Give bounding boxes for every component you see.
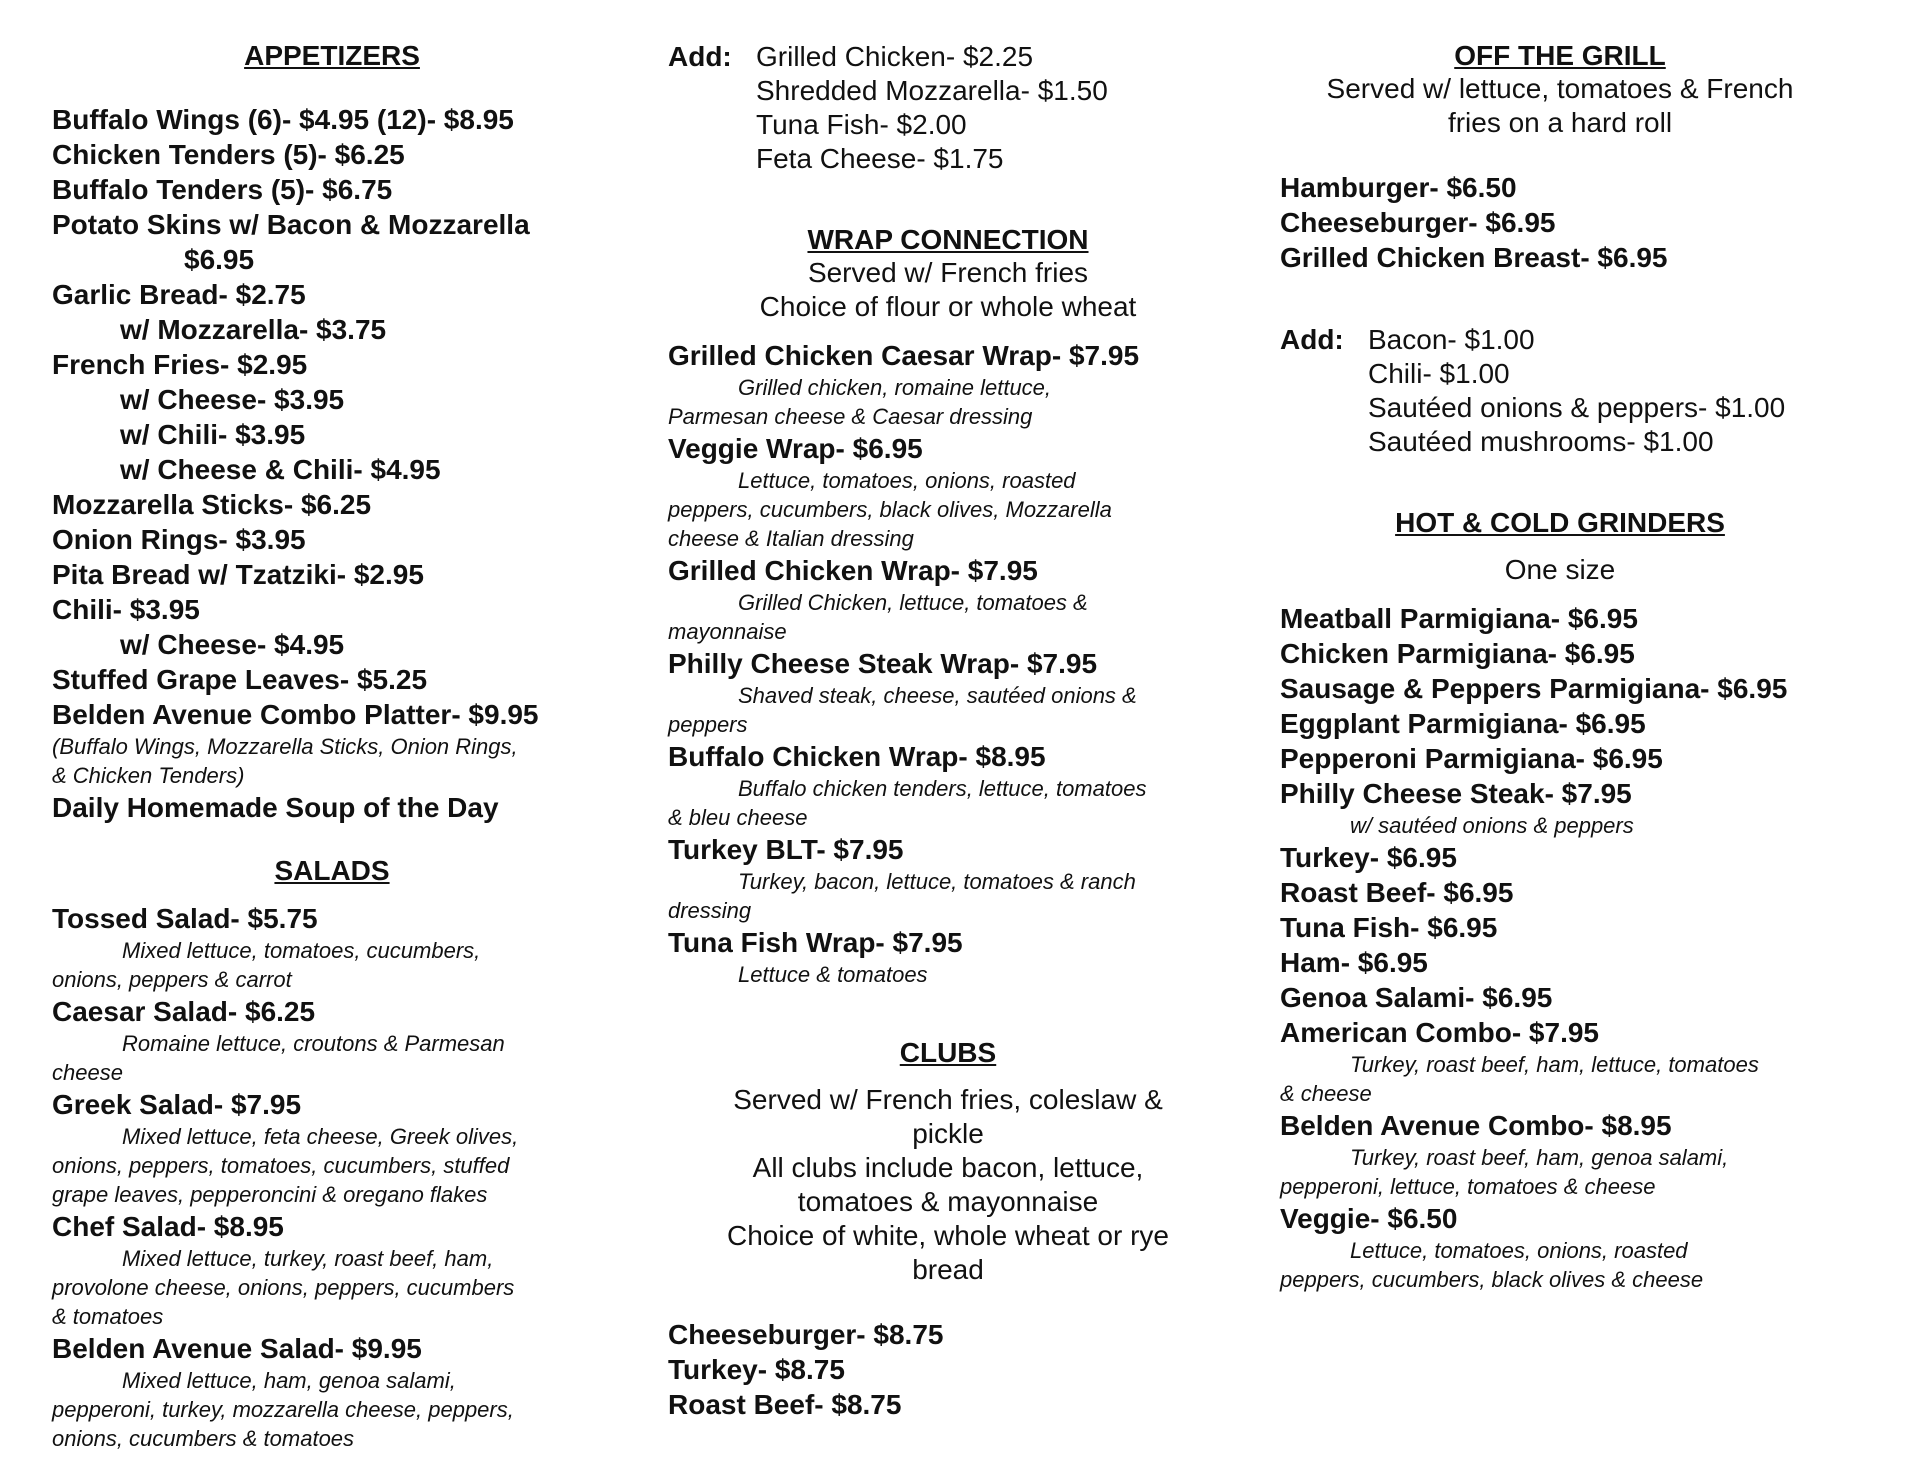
add-item: Bacon- $1.00 <box>1368 324 1535 355</box>
menu-item: Chicken Tenders (5)- $6.25 <box>52 139 405 170</box>
menu-item: Garlic Bread- $2.75 <box>52 279 306 310</box>
description-line: pepperoni, lettuce, tomatoes & cheese <box>1280 1174 1656 1199</box>
menu-item-soup: Daily Homemade Soup of the Day <box>52 792 499 823</box>
column-left <box>52 40 612 1453</box>
menu-item-description <box>668 373 1228 402</box>
description-line: Turkey, roast beef, ham, lettuce, tomatoes <box>1350 1052 1759 1077</box>
menu-item: Tossed Salad- $5.75 <box>52 903 318 934</box>
clubs-note: bread <box>912 1254 984 1285</box>
menu-item: Ham- $6.95 <box>1280 947 1428 978</box>
description-line: cheese & Italian dressing <box>668 526 914 551</box>
menu-item-description <box>1280 1143 1840 1172</box>
menu-item: Turkey- $8.75 <box>668 1354 845 1385</box>
menu-item-option: w/ Mozzarella- $3.75 <box>120 314 387 345</box>
description-line: Mixed lettuce, turkey, roast beef, ham, <box>122 1246 494 1271</box>
grill-note: fries on a hard roll <box>1447 107 1673 138</box>
menu-item: Eggplant Parmigiana- $6.95 <box>1280 708 1646 739</box>
menu-item: Pita Bread w/ Tzatziki- $2.95 <box>52 559 424 590</box>
menu-item-description <box>1280 1172 1840 1201</box>
menu-item: Greek Salad- $7.95 <box>52 1089 302 1120</box>
add-item: Sautéed onions & peppers- $1.00 <box>1368 392 1786 423</box>
menu-item: Stuffed Grape Leaves- $5.25 <box>52 664 428 695</box>
description-line: onions, peppers, tomatoes, cucumbers, stuffed <box>52 1153 510 1178</box>
wraps-note: Served w/ French fries <box>807 257 1089 288</box>
add-list <box>1368 323 1785 459</box>
menu-item: Chef Salad- $8.95 <box>52 1211 284 1242</box>
menu-item: Belden Avenue Combo Platter- $9.95 <box>52 699 539 730</box>
menu-item-description <box>52 936 612 965</box>
menu-item: American Combo- $7.95 <box>1280 1017 1599 1048</box>
description-line: w/ sautéed onions & peppers <box>1350 813 1634 838</box>
menu-item-description <box>668 402 1228 431</box>
appetizers-heading: APPETIZERS <box>244 40 420 71</box>
menu-item-description <box>668 774 1228 803</box>
description-line: Grilled Chicken, lettuce, tomatoes & <box>738 590 1088 615</box>
menu-item: Potato Skins w/ Bacon & Mozzarella <box>52 209 530 240</box>
description-line: cheese <box>52 1060 123 1085</box>
menu-item: Belden Avenue Combo- $8.95 <box>1280 1110 1672 1141</box>
description-line: onions, cucumbers & tomatoes <box>52 1426 355 1451</box>
column-right <box>1280 40 1840 1294</box>
grill-add-ons <box>1280 323 1840 459</box>
menu-item-description <box>1280 1265 1840 1294</box>
description-line: Turkey, roast beef, ham, genoa salami, <box>1350 1145 1729 1170</box>
menu-item: Mozzarella Sticks- $6.25 <box>52 489 372 520</box>
description-line: peppers <box>668 712 748 737</box>
menu-item-description <box>668 867 1228 896</box>
description-line: peppers, cucumbers, black olives & cheese <box>1280 1267 1704 1292</box>
clubs-note: Choice of white, whole wheat or rye <box>727 1220 1169 1251</box>
menu-item: Veggie Wrap- $6.95 <box>668 433 923 464</box>
add-list <box>756 40 1108 176</box>
salads-list <box>52 901 612 1453</box>
menu-item-description <box>52 1058 612 1087</box>
menu-item-description <box>52 1029 612 1058</box>
add-item: Sautéed mushrooms- $1.00 <box>1368 426 1714 457</box>
menu-item-option: w/ Chili- $3.95 <box>120 419 306 450</box>
menu-item: Buffalo Chicken Wrap- $8.95 <box>668 741 1046 772</box>
description-line: Turkey, bacon, lettuce, tomatoes & ranch <box>738 869 1136 894</box>
description-line: Mixed lettuce, feta cheese, Greek olives, <box>122 1124 519 1149</box>
menu-item-description <box>668 617 1228 646</box>
add-item: Grilled Chicken- $2.25 <box>756 41 1034 72</box>
grill-note: Served w/ lettuce, tomatoes & French <box>1326 73 1794 104</box>
description-line: Mixed lettuce, tomatoes, cucumbers, <box>122 938 481 963</box>
menu-item: Chili- $3.95 <box>52 594 200 625</box>
menu-item-description <box>52 1151 612 1180</box>
clubs-heading: CLUBS <box>899 1037 997 1068</box>
description-line: & bleu cheese <box>668 805 808 830</box>
combo-note: & Chicken Tenders) <box>52 763 245 788</box>
menu-item-description <box>52 1395 612 1424</box>
clubs-note: tomatoes & mayonnaise <box>797 1186 1099 1217</box>
menu-item: Roast Beef- $8.75 <box>668 1389 902 1420</box>
menu-item: Belden Avenue Salad- $9.95 <box>52 1333 422 1364</box>
menu-item-description <box>668 710 1228 739</box>
menu-item: Turkey- $6.95 <box>1280 842 1457 873</box>
menu-item: French Fries- $2.95 <box>52 349 308 380</box>
menu-item-price: $6.95 <box>184 244 255 275</box>
menu-item: Pepperoni Parmigiana- $6.95 <box>1280 743 1663 774</box>
menu-item-description <box>668 588 1228 617</box>
wraps-heading: WRAP CONNECTION <box>807 224 1089 255</box>
menu-item-description <box>668 466 1228 495</box>
salad-add-ons <box>668 40 1228 176</box>
menu-item-description <box>1280 811 1840 840</box>
menu-item: Meatball Parmigiana- $6.95 <box>1280 603 1638 634</box>
description-line: pepperoni, turkey, mozzarella cheese, peppers, <box>52 1397 514 1422</box>
description-line: & tomatoes <box>52 1304 164 1329</box>
description-line: provolone cheese, onions, peppers, cucumbers <box>52 1275 515 1300</box>
menu-item: Hamburger- $6.50 <box>1280 172 1517 203</box>
menu-item-option: w/ Cheese- $4.95 <box>120 629 345 660</box>
menu-item: Buffalo Tenders (5)- $6.75 <box>52 174 393 205</box>
menu-item-description <box>52 1302 612 1331</box>
menu-item-description <box>52 1244 612 1273</box>
menu-item-description <box>668 495 1228 524</box>
menu-item: Grilled Chicken Breast- $6.95 <box>1280 242 1668 273</box>
menu-item: Cheeseburger- $6.95 <box>1280 207 1556 238</box>
description-line: Grilled chicken, romaine lettuce, <box>738 375 1052 400</box>
menu-item: Sausage & Peppers Parmigiana- $6.95 <box>1280 673 1788 704</box>
menu-item-description <box>668 896 1228 925</box>
menu-item: Philly Cheese Steak- $7.95 <box>1280 778 1632 809</box>
menu-item-description <box>52 965 612 994</box>
menu-item: Buffalo Wings (6)- $4.95 (12)- $8.95 <box>52 104 514 135</box>
wraps-list <box>668 338 1228 989</box>
menu-item-description <box>668 681 1228 710</box>
grill-heading: OFF THE GRILL <box>1454 40 1666 71</box>
menu-item-description <box>668 524 1228 553</box>
add-item: Tuna Fish- $2.00 <box>756 109 967 140</box>
menu-item-description <box>1280 1079 1840 1108</box>
description-line: grape leaves, pepperoncini & oregano flakes <box>52 1182 488 1207</box>
add-item: Chili- $1.00 <box>1368 358 1510 389</box>
add-item: Shredded Mozzarella- $1.50 <box>756 75 1108 106</box>
menu-item-description <box>668 960 1228 989</box>
menu-item: Onion Rings- $3.95 <box>52 524 306 555</box>
menu-item-description <box>1280 1050 1840 1079</box>
combo-note: (Buffalo Wings, Mozzarella Sticks, Onion Rings, <box>52 734 518 759</box>
grinders-note: One size <box>1504 554 1616 585</box>
menu-item-description <box>668 803 1228 832</box>
menu-item: Grilled Chicken Wrap- $7.95 <box>668 555 1038 586</box>
menu-item-option: w/ Cheese & Chili- $4.95 <box>120 454 441 485</box>
menu-item-description <box>52 1122 612 1151</box>
menu-item: Veggie- $6.50 <box>1280 1203 1458 1234</box>
description-line: onions, peppers & carrot <box>52 967 292 992</box>
menu-item: Tuna Fish- $6.95 <box>1280 912 1498 943</box>
description-line: Lettuce, tomatoes, onions, roasted <box>1350 1238 1688 1263</box>
menu-item-description <box>52 1424 612 1453</box>
description-line: dressing <box>668 898 752 923</box>
grinders-list <box>1280 601 1840 1294</box>
description-line: Lettuce & tomatoes <box>738 962 928 987</box>
menu-item: Genoa Salami- $6.95 <box>1280 982 1553 1013</box>
description-line: Romaine lettuce, croutons & Parmesan <box>122 1031 505 1056</box>
menu-item: Grilled Chicken Caesar Wrap- $7.95 <box>668 340 1140 371</box>
description-line: peppers, cucumbers, black olives, Mozzarella <box>668 497 1112 522</box>
menu-item: Caesar Salad- $6.25 <box>52 996 316 1027</box>
description-line: & cheese <box>1280 1081 1372 1106</box>
menu-item: Turkey BLT- $7.95 <box>668 834 904 865</box>
clubs-note: All clubs include bacon, lettuce, <box>752 1152 1144 1183</box>
wraps-note: Choice of flour or whole wheat <box>759 291 1137 322</box>
add-label: Add: <box>668 41 732 72</box>
description-line: Mixed lettuce, ham, genoa salami, <box>122 1368 456 1393</box>
menu-item: Chicken Parmigiana- $6.95 <box>1280 638 1635 669</box>
description-line: Parmesan cheese & Caesar dressing <box>668 404 1033 429</box>
menu-item: Cheeseburger- $8.75 <box>668 1319 944 1350</box>
description-line: Shaved steak, cheese, sautéed onions & <box>738 683 1137 708</box>
clubs-note: Served w/ French fries, coleslaw & <box>733 1084 1163 1115</box>
description-line: Buffalo chicken tenders, lettuce, tomatoes <box>738 776 1147 801</box>
menu-item-description <box>52 1273 612 1302</box>
menu-item-description <box>52 1366 612 1395</box>
description-line: mayonnaise <box>668 619 787 644</box>
column-middle <box>668 40 1228 1422</box>
grinders-heading: HOT & COLD GRINDERS <box>1395 507 1725 538</box>
menu-item: Roast Beef- $6.95 <box>1280 877 1514 908</box>
menu-item-description <box>52 1180 612 1209</box>
add-item: Feta Cheese- $1.75 <box>756 143 1004 174</box>
menu-item: Philly Cheese Steak Wrap- $7.95 <box>668 648 1098 679</box>
menu-item: Tuna Fish Wrap- $7.95 <box>668 927 963 958</box>
add-label: Add: <box>1280 324 1344 355</box>
salads-heading: SALADS <box>274 855 390 886</box>
clubs-note: pickle <box>912 1118 984 1149</box>
menu-item-description <box>1280 1236 1840 1265</box>
menu-item-option: w/ Cheese- $3.95 <box>120 384 345 415</box>
description-line: Lettuce, tomatoes, onions, roasted <box>738 468 1076 493</box>
